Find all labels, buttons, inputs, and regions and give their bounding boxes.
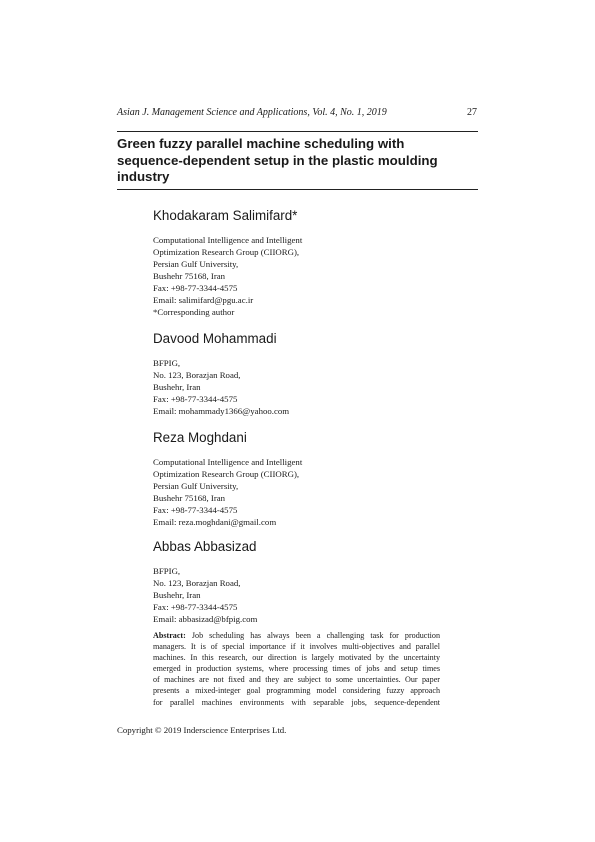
affiliation-line: No. 123, Borazjan Road,: [153, 370, 241, 381]
abstract: [153, 630, 440, 708]
abstract-line: for parallel machines environments with separable jobs, sequence-dependent: [153, 697, 440, 707]
title-line: Green fuzzy parallel machine scheduling with: [117, 136, 405, 151]
fax-line: Fax: +98-77-3344-4575: [153, 602, 238, 613]
fax-line: Fax: +98-77-3344-4575: [153, 505, 238, 516]
corresponding-note: *Corresponding author: [153, 307, 235, 318]
email-line[interactable]: Email: salimifard@pgu.ac.ir: [153, 295, 254, 306]
title-line: sequence-dependent setup in the plastic moulding: [117, 152, 438, 168]
author-affiliation: [153, 357, 473, 417]
fax-line: Fax: +98-77-3344-4575: [153, 394, 238, 405]
abstract-line: [153, 630, 440, 641]
email-line[interactable]: Email: reza.moghdani@gmail.com: [153, 517, 277, 528]
email-line[interactable]: Email: mohammady1366@yahoo.com: [153, 406, 290, 417]
author-block: [153, 331, 473, 417]
author-block: [153, 539, 473, 625]
affiliation-line: Bushehr, Iran: [153, 590, 201, 601]
affiliation-line: BFPIG,: [153, 566, 181, 576]
affiliation-line: Computational Intelligence and Intelligent: [153, 457, 303, 467]
affiliation-line: Bushehr 75168, Iran: [153, 493, 226, 504]
title-rule-top: [117, 131, 478, 132]
journal-citation: Asian J. Management Science and Applications, Vol. 4, No. 1, 2019: [117, 107, 387, 118]
title-rule-bottom: [117, 189, 478, 190]
copyright-notice: Copyright © 2019 Inderscience Enterprises Ltd.: [117, 725, 287, 735]
abstract-label: Abstract:: [153, 631, 186, 640]
author-name: Abbas Abbasizad: [153, 539, 257, 554]
page-number: 27: [467, 107, 477, 118]
fax-line: Fax: +98-77-3344-4575: [153, 283, 238, 294]
abstract-text: Job scheduling has always been a challenging task for production: [191, 631, 440, 640]
running-head: [117, 107, 477, 121]
affiliation-line: No. 123, Borazjan Road,: [153, 578, 241, 589]
affiliation-line: Persian Gulf University,: [153, 259, 239, 270]
affiliation-line: Computational Intelligence and Intelligent: [153, 235, 303, 245]
email-line[interactable]: Email: abbasizad@bfpig.com: [153, 614, 258, 625]
author-name: Davood Mohammadi: [153, 331, 277, 346]
title-line: industry: [117, 169, 170, 184]
abstract-line: presents a mixed-integer goal programming model considering fuzzy approach: [153, 686, 440, 696]
affiliation-line: Bushehr, Iran: [153, 382, 201, 393]
abstract-line: managers. It is of special importance if it involves multi-objectives and parallel: [153, 642, 440, 652]
affiliation-line: Persian Gulf University,: [153, 481, 239, 492]
affiliation-line: Optimization Research Group (CIIORG),: [153, 247, 300, 258]
affiliation-line: Optimization Research Group (CIIORG),: [153, 469, 300, 480]
author-affiliation: [153, 565, 473, 625]
abstract-line: of machines are not fixed and they are subject to some uncertainties. Our paper: [153, 675, 440, 685]
abstract-line: machines. In this research, our direction is largely motivated by the uncertainty: [153, 653, 440, 663]
author-affiliation: [153, 456, 473, 528]
author-name: Reza Moghdani: [153, 430, 247, 445]
author-block: [153, 208, 473, 318]
author-affiliation: [153, 234, 473, 318]
author-name: Khodakaram Salimifard*: [153, 208, 298, 223]
abstract-line: emerged in production systems, where processing times of jobs and setup times: [153, 664, 440, 674]
affiliation-line: BFPIG,: [153, 358, 181, 368]
paper-title: [117, 136, 478, 186]
affiliation-line: Bushehr 75168, Iran: [153, 271, 226, 282]
author-block: [153, 430, 473, 528]
